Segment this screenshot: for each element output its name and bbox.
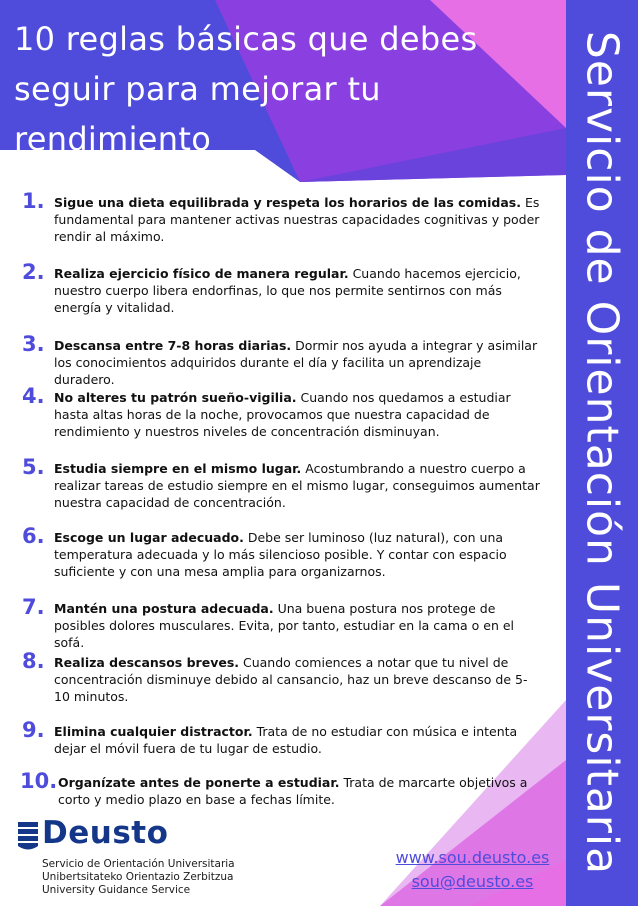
vertical-title: Servicio de Orientación Universitaria [576, 30, 628, 876]
deusto-shield-icon [18, 822, 38, 852]
rule-number: 4. [22, 384, 45, 408]
rule-number: 6. [22, 524, 45, 548]
rule-number: 2. [22, 260, 45, 284]
rule-body: Cuando comiences a notar que tu nivel de concentración disminuye debido al cansancio, haz un breve descanso de 5-10 minutos. [54, 655, 528, 704]
rule-body: Acostumbrando a nuestro cuerpo a realizar tareas de estudio siempre en el mismo lugar, conseguimos aumentar nuestra capacidad de concentración. [54, 461, 540, 510]
rule-lead: Realiza ejercicio físico de manera regular. [54, 266, 349, 281]
rule-item [22, 718, 542, 757]
rule-text [54, 389, 542, 440]
deusto-brand-name: Deusto [42, 815, 169, 851]
rule-item [22, 384, 542, 440]
rule-body: Es fundamental para mantener activas nuestras capacidades cognitivas y poder rendir al máximo. [54, 195, 540, 244]
rule-item [22, 649, 542, 705]
rule-lead: Escoge un lugar adecuado. [54, 530, 244, 545]
rule-body: Trata de no estudiar con música e intenta dejar el móvil fuera de tu lugar de estudio. [54, 724, 518, 756]
logo-line-3: University Guidance Service [42, 884, 191, 896]
rule-item [22, 524, 542, 580]
rule-body: Dormir nos ayuda a integrar y asimilar los conocimientos adquiridos durante el día y facilita un aprendizaje duradero. [54, 338, 538, 387]
rule-number: 5. [22, 455, 45, 479]
rule-body: Trata de marcarte objetivos a corto y medio plazo en base a fechas límite. [58, 775, 528, 807]
rule-text [54, 460, 542, 511]
rule-lead: Sigue una dieta equilibrada y respeta los horarios de las comidas. [54, 195, 521, 210]
rule-item [22, 455, 542, 511]
rule-body: Debe ser luminoso (luz natural), con una temperatura adecuada y lo más silencioso posible. Y contar con espacio suficiente y con una mesa amplia para organizarnos. [54, 530, 507, 579]
rule-text [54, 337, 542, 388]
rule-item [22, 260, 542, 316]
title-line-2: seguir para mejorar tu [14, 70, 381, 108]
rule-body: Una buena postura nos protege de posibles dolores musculares. Evita, por tanto, estudiar en la cama o en el sofá. [54, 601, 515, 650]
rule-lead: Elimina cualquier distractor. [54, 724, 253, 739]
logo-line-2: Unibertsitateko Orientazio Zerbitzua [42, 871, 234, 883]
rule-item [20, 769, 542, 808]
website-link[interactable]: www.sou.deusto.es [395, 848, 550, 867]
rule-item [22, 189, 542, 245]
title-line-3: rendimiento [14, 120, 212, 158]
rule-item [22, 332, 542, 388]
rule-number: 10. [20, 769, 58, 793]
rule-lead: Descansa entre 7-8 horas diarias. [54, 338, 292, 353]
rule-text [54, 529, 542, 580]
rule-number: 7. [22, 595, 45, 619]
logo-line-1: Servicio de Orientación Universitaria [42, 858, 235, 870]
rule-lead: No alteres tu patrón sueño-vigilia. [54, 390, 297, 405]
logo-subtitle [42, 858, 235, 897]
title-line-1: 10 reglas básicas que debes [14, 20, 478, 58]
rule-number: 9. [22, 718, 45, 742]
rule-number: 8. [22, 649, 45, 673]
rule-lead: Mantén una postura adecuada. [54, 601, 274, 616]
rule-text [58, 774, 542, 808]
email-link[interactable]: sou@deusto.es [411, 872, 534, 891]
rule-text [54, 265, 542, 316]
rule-lead: Realiza descansos breves. [54, 655, 240, 670]
deusto-logo [18, 815, 278, 900]
rule-text [54, 194, 542, 245]
rule-lead: Organízate antes de ponerte a estudiar. [58, 775, 340, 790]
rule-number: 3. [22, 332, 45, 356]
contact-info [385, 846, 560, 894]
rule-text [54, 723, 542, 757]
rule-body: Cuando nos quedamos a estudiar hasta altas horas de la noche, provocamos que nuestra capacidad de rendimiento y nuestros niveles de concentración disminuyan. [54, 390, 511, 439]
rule-body: Cuando hacemos ejercicio, nuestro cuerpo libera endorfinas, lo que nos permite sentirnos con más energía y vitalidad. [54, 266, 521, 315]
rule-lead: Estudia siempre en el mismo lugar. [54, 461, 302, 476]
rule-text [54, 600, 542, 651]
rule-text [54, 654, 542, 705]
rule-item [22, 595, 542, 651]
rule-number: 1. [22, 189, 45, 213]
